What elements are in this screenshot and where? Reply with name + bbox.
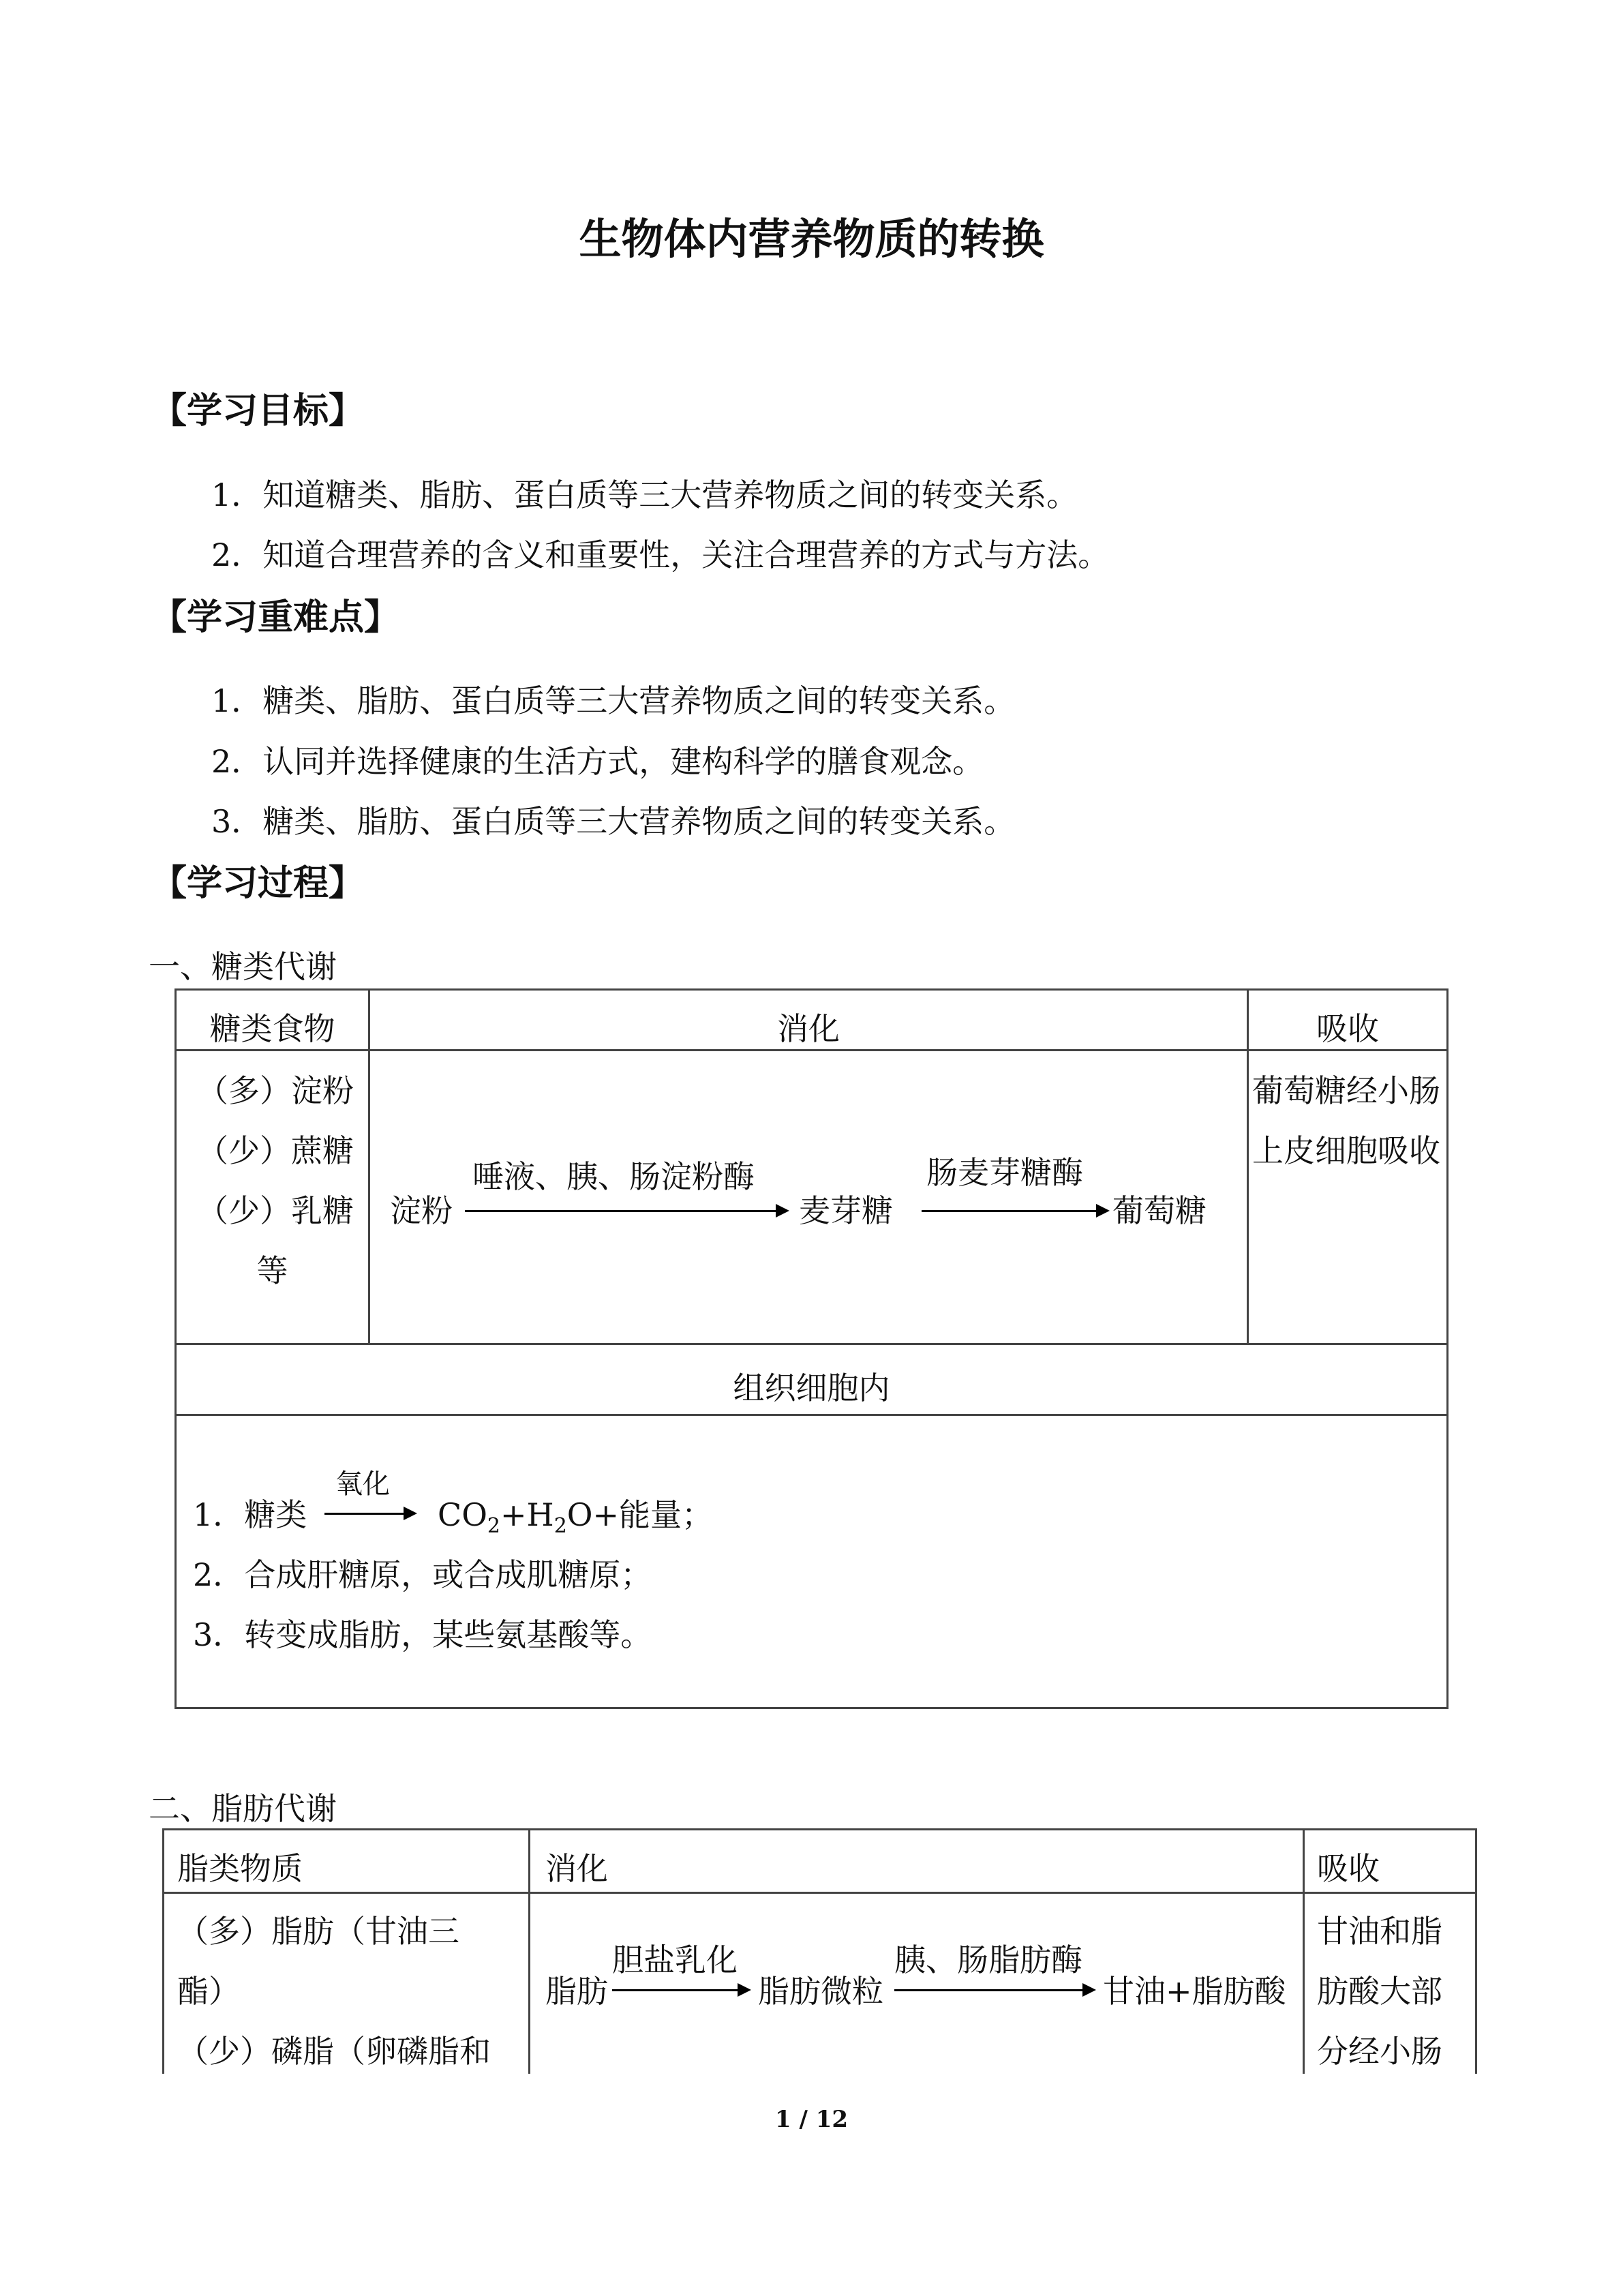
fat-absorption-line-2: 肪酸大部: [1317, 1973, 1442, 2010]
sugar-enzyme-1: 唾液、胰、肠淀粉酶: [472, 1158, 755, 1195]
fat-end-products: 甘油+脂肪酸: [1103, 1973, 1286, 2010]
sugar-tissue-item-3: 3．转变成脂肪，某些氨基酸等。: [193, 1616, 652, 1653]
sugar-tissue-item-1-prefix: 1．糖类: [193, 1496, 307, 1533]
sugar-header-digestion: 消化: [777, 1010, 840, 1047]
sugar-tissue-header: 组织细胞内: [733, 1370, 890, 1406]
fat-enzyme-1: 胆盐乳化: [612, 1942, 738, 1978]
page-number: 1 / 12: [774, 2106, 849, 2133]
key-point-item-1: 1．糖类、脂肪、蛋白质等三大营养物质之间的转变关系。: [211, 682, 1016, 719]
sugar-absorption-line-1: 葡萄糖经小肠: [1252, 1072, 1440, 1109]
sugar-arrow-1: [465, 1210, 785, 1212]
fat-enzyme-2: 胰、肠脂肪酶: [894, 1942, 1082, 1978]
fat-header-absorption: 吸收: [1317, 1850, 1380, 1887]
sugar-enzyme-2: 肠麦芽糖酶: [926, 1154, 1083, 1191]
fat-absorption-line-1: 甘油和脂: [1317, 1913, 1442, 1950]
sugar-arrow-2: [922, 1210, 1106, 1212]
key-points-heading: 【学习重难点】: [151, 597, 400, 638]
fat-arrow-2: [894, 1989, 1092, 1991]
sugar-end-glucose: 葡萄糖: [1112, 1192, 1207, 1229]
goal-item-1: 1．知道糖类、脂肪、蛋白质等三大营养物质之间的转变关系。: [211, 477, 1078, 513]
fat-header-substance: 脂类物质: [177, 1850, 303, 1887]
sugar-food-2: （少）蔗糖: [197, 1132, 354, 1169]
sugar-oxidation-label: 氧化: [335, 1468, 390, 1500]
goal-item-2: 2．知道合理营养的含义和重要性，关注合理营养的方式与方法。: [211, 537, 1110, 573]
fat-substance-line-3: （少）磷脂（卵磷脂和: [177, 2033, 491, 2070]
sugar-food-4: 等: [256, 1252, 288, 1289]
sugar-header-food: 糖类食物: [209, 1010, 335, 1047]
fat-arrow-1: [612, 1989, 747, 1991]
sugar-oxidation-arrow: [324, 1513, 413, 1515]
fat-substance-line-1: （多）脂肪（甘油三: [177, 1913, 459, 1950]
goals-heading: 【学习目标】: [151, 391, 365, 432]
fat-header-digestion: 消化: [545, 1850, 608, 1887]
fat-section-label: 二、脂肪代谢: [149, 1790, 337, 1827]
sugar-tissue-item-2: 2．合成肝糖原，或合成肌糖原；: [193, 1556, 652, 1593]
fat-start-fat: 脂肪: [545, 1973, 608, 2010]
sugar-start-starch: 淀粉: [390, 1192, 453, 1229]
sugar-header-absorption: 吸收: [1316, 1010, 1379, 1047]
fat-substance-line-2: 酯）: [177, 1973, 240, 2010]
sugar-food-3: （少）乳糖: [197, 1192, 354, 1229]
key-point-item-2: 2．认同并选择健康的生活方式，建构科学的膳食观念。: [211, 743, 984, 780]
fat-absorption-line-3: 分经小肠: [1317, 2033, 1442, 2070]
key-point-item-3: 3．糖类、脂肪、蛋白质等三大营养物质之间的转变关系。: [211, 803, 1016, 840]
page-title: 生物体内营养物质的转换: [579, 214, 1044, 264]
sugar-section-label: 一、糖类代谢: [149, 948, 337, 985]
sugar-absorption-line-2: 上皮细胞吸收: [1252, 1132, 1440, 1169]
process-heading: 【学习过程】: [151, 863, 365, 904]
sugar-food-1: （多）淀粉: [197, 1072, 354, 1109]
sugar-tissue-item-1-formula: $CO_2+H_2O+$能量；: [438, 1496, 714, 1538]
fat-mid-micelle: 脂肪微粒: [758, 1973, 883, 2010]
sugar-mid-maltose: 麦芽糖: [799, 1192, 893, 1229]
